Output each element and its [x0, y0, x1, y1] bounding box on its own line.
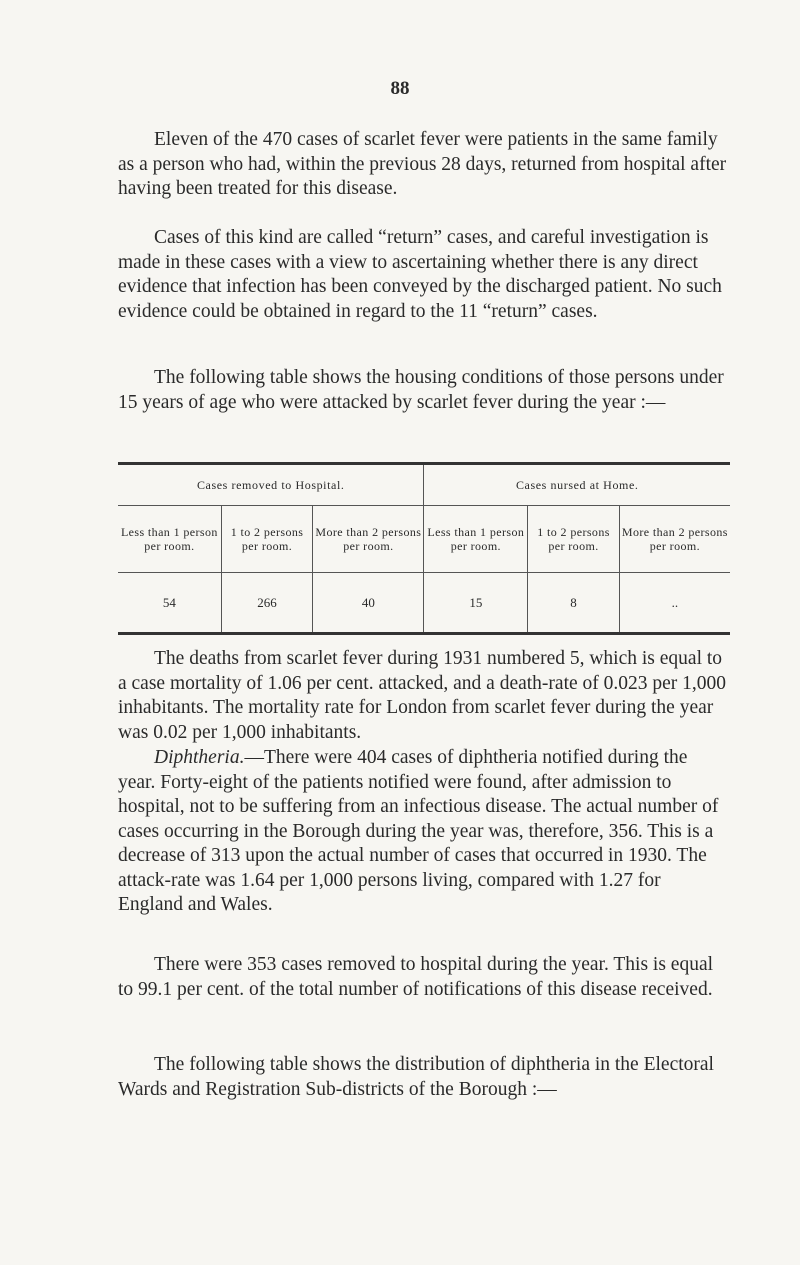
paragraph-return-cases-investigation: Cases of this kind are called “return” cases, and careful investigation is made in these cases with a view to ascertaining whether there is any direct evidence that infection has been conveyed by the discharged patient. No such evidence could be obtained in regard to the 11 “return” cases.: [118, 227, 722, 322]
table-row: [118, 573, 730, 634]
page-number: 88: [390, 78, 410, 99]
column-header: Less than 1 person per room.: [424, 506, 528, 573]
group-header-home: Cases nursed at Home.: [424, 464, 730, 506]
paragraph-diphtheria: [118, 746, 728, 918]
column-header: 1 to 2 persons per room.: [221, 506, 313, 573]
diphtheria-text: —There were 404 cases of diphtheria notified during the year. Forty-eight of the patients notified were found, after admission to hospital, not to be suffering from an infectious disease. The actual number of cases occurring in the Borough during the year was, therefore, 356. This is a decrease of 313 upon the actual number of cases that occurred in 1930. The attack-rate was 1.64 per 1,000 persons living, compared with 1.27 for England and Wales.: [118, 747, 719, 915]
table-cell: 54: [162, 594, 176, 610]
column-header: Less than 1 person per room.: [118, 506, 221, 573]
table-cell: 15: [424, 573, 528, 634]
table-cell: 266: [221, 573, 313, 634]
table-cell: ..: [619, 573, 730, 634]
paragraph-distribution-table-intro: The following table shows the distribution of diphtheria in the Electoral Wards and Registration Sub-districts of the Borough :—: [118, 1054, 714, 1100]
diphtheria-heading: Diphtheria.: [154, 747, 245, 768]
table-cell: 40: [313, 573, 424, 634]
group-header-hospital: Cases removed to Hospital.: [196, 477, 345, 492]
paragraph-scarlet-fever-deaths: The deaths from scarlet fever during 1931 numbered 5, which is equal to a case mortality of 1.06 per cent. attacked, and a death-rate of 0.023 per 1,000 inhabitants. The mortality rate for London from scarlet fever during the year was 0.02 per 1,000 inhabitants.: [118, 648, 727, 743]
housing-conditions-table: [118, 462, 730, 635]
paragraph-return-cases-intro: Eleven of the 470 cases of scarlet fever were patients in the same family as a person who had, within the previous 28 days, returned from hospital after having been treated for this disease.: [118, 129, 727, 199]
column-header: More than 2 persons per room.: [619, 506, 730, 573]
paragraph-hospital-removals: There were 353 cases removed to hospital during the year. This is equal to 99.1 per cent. of the total number of notifications of this disease received.: [118, 954, 714, 1000]
table-cell: 8: [528, 573, 620, 634]
column-header: More than 2 persons per room.: [313, 506, 424, 573]
paragraph-housing-table-intro: The following table shows the housing conditions of those persons under 15 years of age who were attacked by scarlet fever during the year :—: [118, 367, 724, 413]
column-header: 1 to 2 persons per room.: [528, 506, 620, 573]
